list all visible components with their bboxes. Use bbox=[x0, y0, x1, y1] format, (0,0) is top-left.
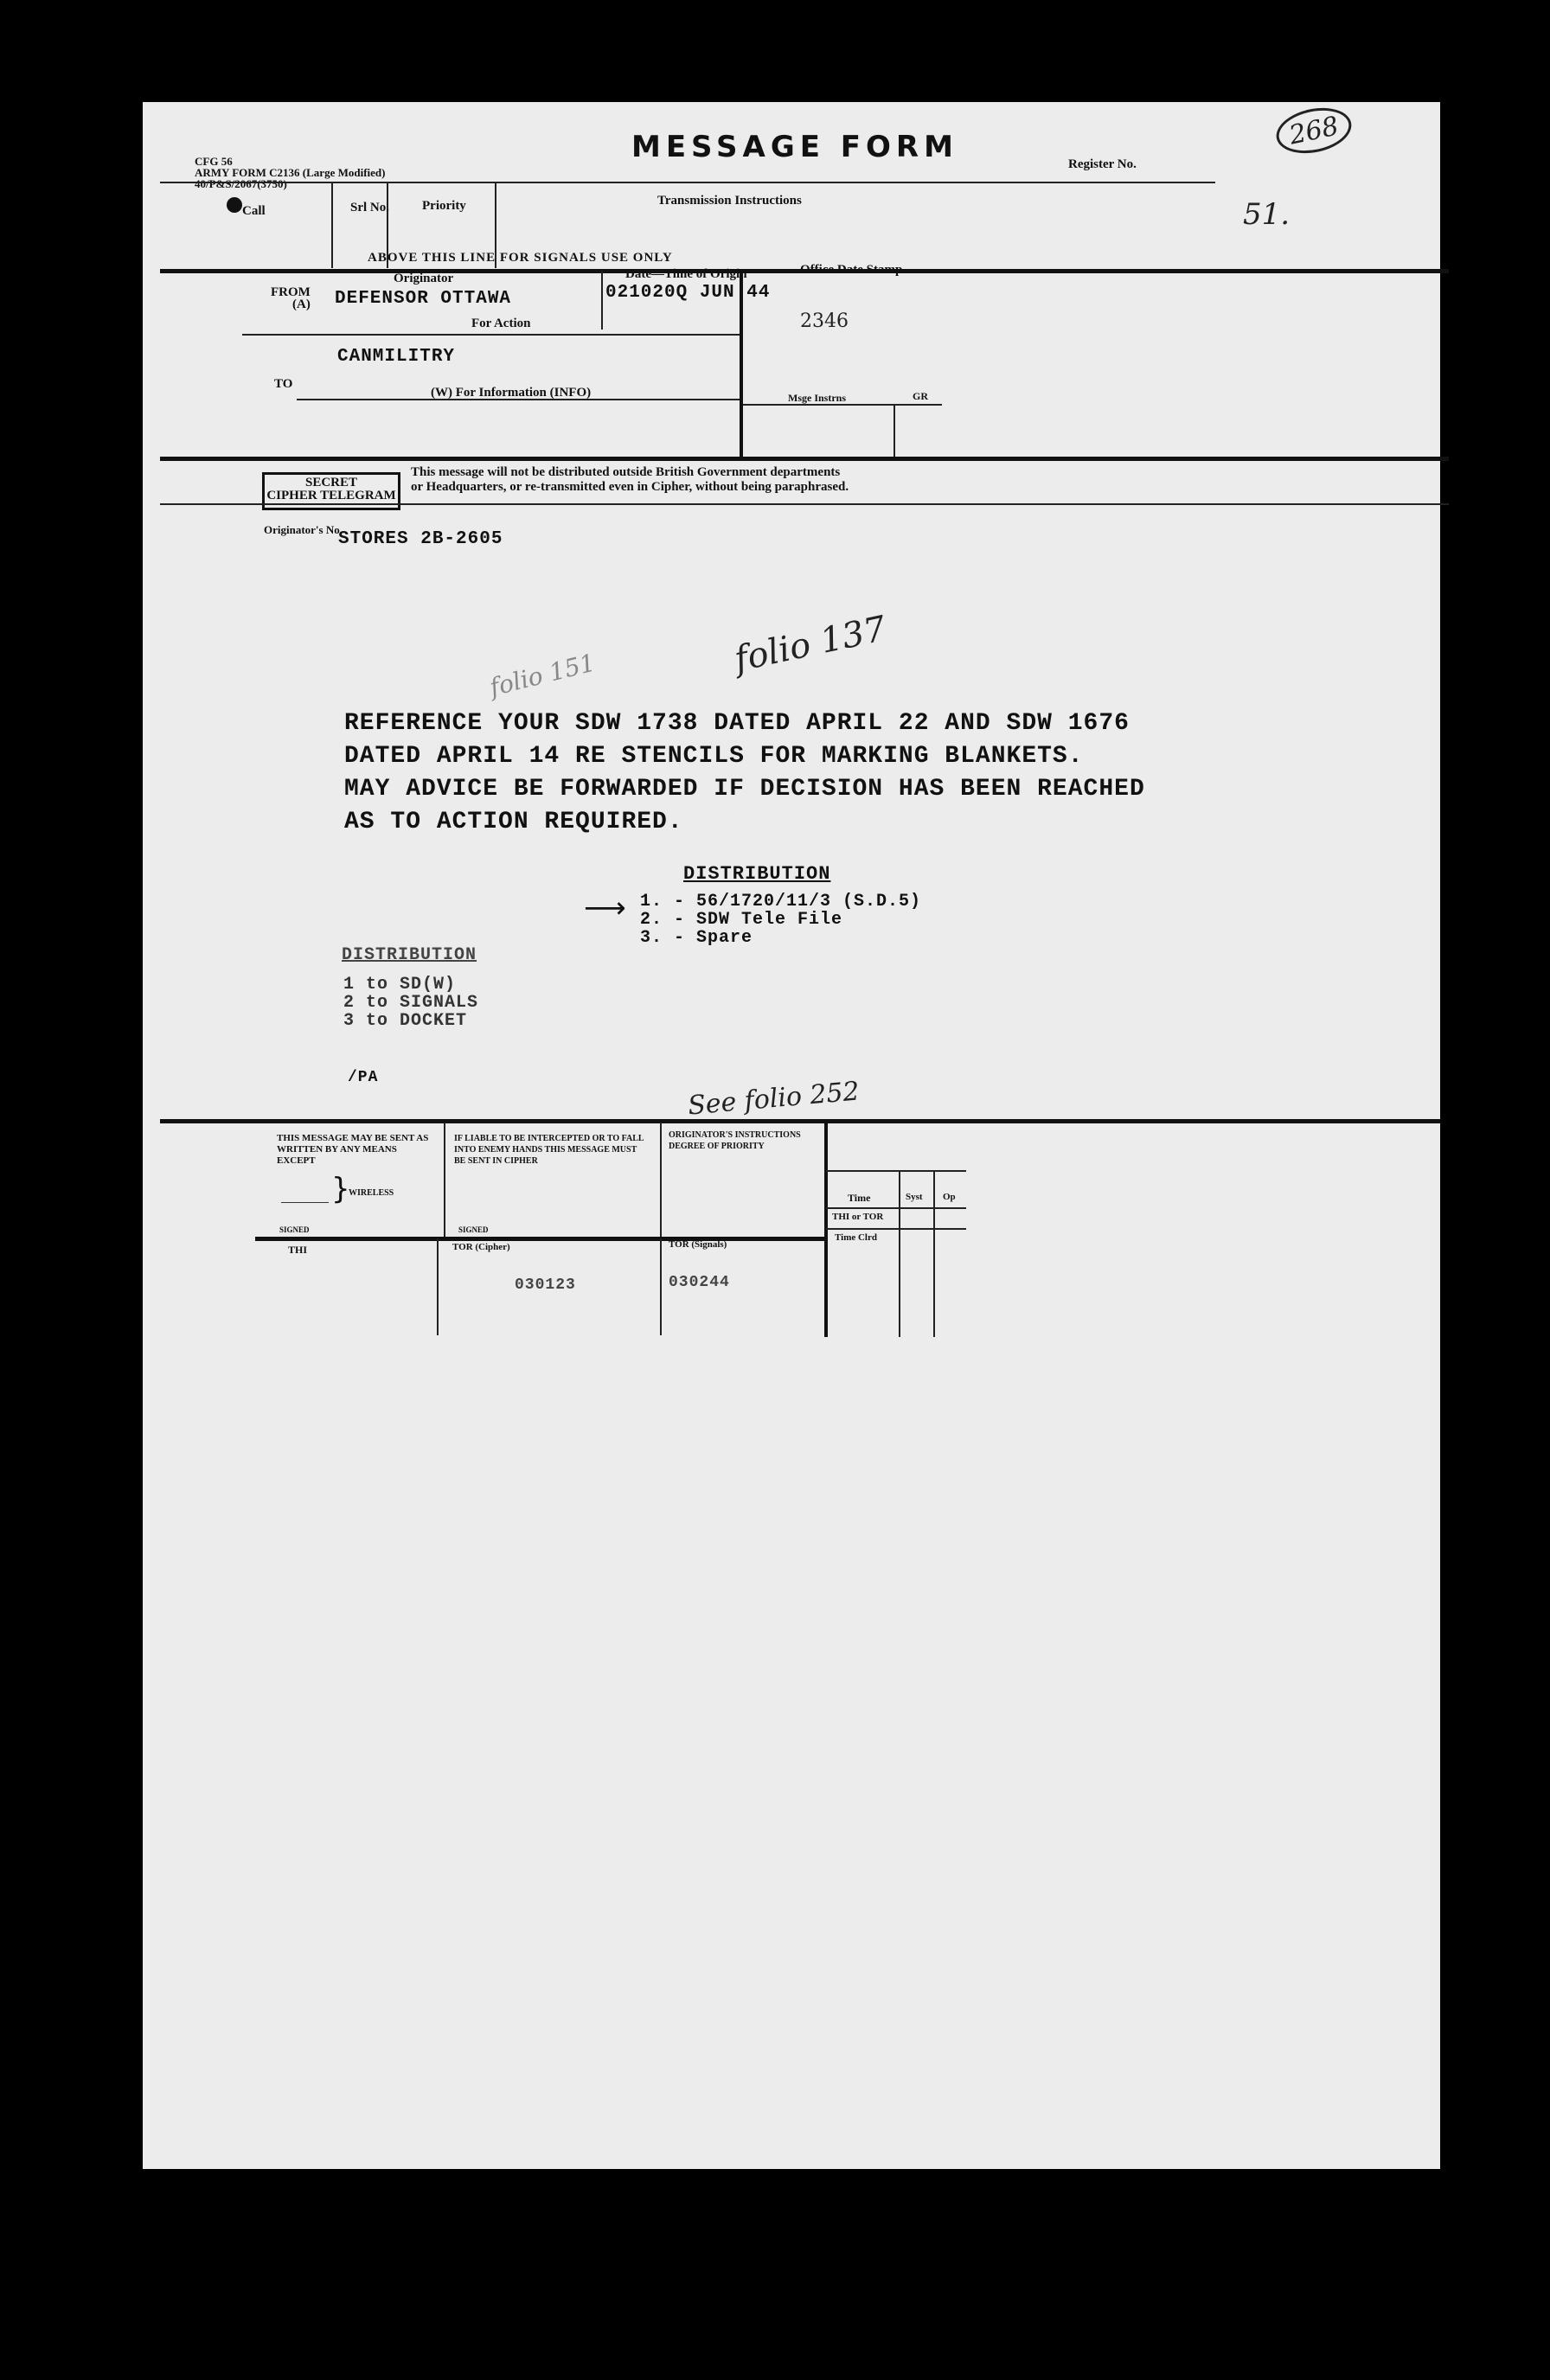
distribution-item: 1. - 56/1720/11/3 (S.D.5) bbox=[640, 892, 922, 912]
tor-signals-value: 030244 bbox=[669, 1274, 730, 1291]
distribution-title-left: DISTRIBUTION bbox=[342, 945, 477, 965]
rule bbox=[437, 1238, 439, 1335]
register-label: Register No. bbox=[1068, 157, 1137, 171]
distribution-title-right: DISTRIBUTION bbox=[683, 863, 831, 885]
distribution-item: 2 to SIGNALS bbox=[343, 993, 479, 1013]
tor-cipher-label: TOR (Cipher) bbox=[452, 1242, 510, 1252]
signed-label: SIGNED bbox=[458, 1225, 489, 1234]
punch-hole-mark bbox=[227, 197, 242, 213]
dto-value: 021020Q JUN 44 bbox=[605, 283, 771, 303]
rule bbox=[331, 182, 333, 268]
rule bbox=[255, 1237, 824, 1241]
message-line: REFERENCE YOUR SDW 1738 DATED APRIL 22 AND SDW 1676 bbox=[344, 710, 1130, 737]
distribution-item: 3. - Spare bbox=[640, 928, 753, 948]
gr-label: GR bbox=[913, 390, 928, 402]
message-line: AS TO ACTION REQUIRED. bbox=[344, 809, 683, 835]
rule bbox=[444, 1123, 445, 1237]
distribution-list-right bbox=[640, 892, 921, 947]
priority-label: Priority bbox=[422, 199, 466, 213]
from-label: FROM bbox=[271, 285, 311, 299]
for-action-label: For Action bbox=[471, 317, 531, 330]
army-form-number: ARMY FORM C2136 (Large Modified) bbox=[195, 166, 386, 179]
thi-tor-label: THI or TOR bbox=[832, 1212, 884, 1222]
rule bbox=[893, 404, 895, 458]
to-label: TO bbox=[274, 377, 293, 391]
pointer-arrow-icon: ⟶ bbox=[584, 891, 626, 925]
signals-divider-text: ABOVE THIS LINE FOR SIGNALS USE ONLY bbox=[368, 251, 673, 265]
originator-no-label: Originator's No. bbox=[264, 523, 343, 536]
rule bbox=[160, 503, 1449, 505]
form-code: CFG 56 bbox=[195, 155, 233, 168]
distribution-item: 3 to DOCKET bbox=[343, 1011, 468, 1031]
rule bbox=[242, 334, 740, 336]
thi-label: THI bbox=[288, 1244, 308, 1256]
time-clrd-label: Time Clrd bbox=[835, 1232, 877, 1243]
office-stamp-label: Office Date Stamp bbox=[800, 263, 903, 277]
srl-label: Srl No. bbox=[350, 201, 389, 214]
folio-151-annotation: folio 151 bbox=[486, 648, 599, 702]
form-codes bbox=[195, 156, 385, 189]
blank-field bbox=[281, 1176, 329, 1203]
folio-137-annotation: folio 137 bbox=[731, 609, 890, 680]
wireless-label: WIRELESS bbox=[349, 1188, 394, 1198]
rule bbox=[933, 1170, 935, 1337]
rule bbox=[601, 271, 603, 329]
message-line: DATED APRIL 14 RE STENCILS FOR MARKING BLANKETS. bbox=[344, 743, 1084, 770]
call-label: Call bbox=[242, 204, 266, 218]
originator-instructions-box: ORIGINATOR'S INSTRUCTIONS DEGREE OF PRIORITY bbox=[669, 1130, 801, 1151]
form-title: MESSAGE FORM bbox=[631, 130, 958, 164]
originator-label: Originator bbox=[394, 272, 454, 285]
rule bbox=[899, 1170, 900, 1337]
brace-glyph: } bbox=[331, 1172, 350, 1206]
cipher-instruction-box: IF LIABLE TO BE INTERCEPTED OR TO FALL INTO ENEMY HANDS THIS MESSAGE MUST BE SENT IN CIPHER bbox=[454, 1134, 644, 1166]
rule bbox=[660, 1123, 662, 1237]
op-label: Op bbox=[943, 1192, 956, 1202]
time-label: Time bbox=[848, 1192, 871, 1204]
see-folio-annotation: See folio 252 bbox=[686, 1076, 861, 1122]
rule bbox=[160, 457, 1449, 461]
syst-label: Syst bbox=[906, 1192, 923, 1202]
margin-number: 51. bbox=[1243, 197, 1291, 232]
originator-no-value: STORES 2B-2605 bbox=[338, 529, 503, 549]
print-reference: 40/P&S/2067(3750) bbox=[195, 177, 287, 190]
from-sub-label: (A) bbox=[292, 298, 311, 311]
info-label: (W) For Information (INFO) bbox=[431, 386, 592, 400]
distribution-list-left bbox=[343, 976, 478, 1030]
message-form-sheet bbox=[143, 102, 1440, 2169]
rule bbox=[826, 1170, 966, 1172]
message-line: MAY ADVICE BE FORWARDED IF DECISION HAS BEEN REACHED bbox=[344, 776, 1145, 803]
rule bbox=[160, 182, 1215, 183]
transmission-label: Transmission Instructions bbox=[657, 194, 802, 208]
msge-instrns-label: Msge Instrns bbox=[788, 392, 847, 404]
office-stamp-value: 2346 bbox=[800, 310, 849, 332]
message-body bbox=[344, 707, 1145, 839]
tor-cipher-value: 030123 bbox=[515, 1276, 576, 1294]
send-means-box: THIS MESSAGE MAY BE SENT AS WRITTEN BY ANY MEANS EXCEPT bbox=[277, 1133, 429, 1166]
classification-box: SECRET CIPHER TELEGRAM bbox=[262, 472, 400, 510]
dto-label: Date—Time of Origin bbox=[625, 267, 747, 281]
signed-label: SIGNED bbox=[279, 1225, 310, 1234]
tor-signals-label: TOR (Signals) bbox=[669, 1239, 727, 1250]
register-stamp: 268 bbox=[1272, 101, 1355, 159]
rule bbox=[826, 1228, 966, 1230]
from-value: DEFENSOR OTTAWA bbox=[335, 289, 512, 309]
distribution-item: 1 to SD(W) bbox=[343, 975, 457, 995]
to-value: CANMILITRY bbox=[337, 347, 456, 367]
rule bbox=[826, 1207, 966, 1209]
rule bbox=[160, 1119, 1440, 1123]
rule bbox=[660, 1238, 662, 1335]
paraphrase-warning: This message will not be distributed outside British Government departments or Headquarters, or re-transmitted even in Cipher, without being paraphrased. bbox=[411, 465, 849, 494]
distribution-item: 2. - SDW Tele File bbox=[640, 910, 843, 930]
typist-initials: /PA bbox=[348, 1069, 379, 1086]
